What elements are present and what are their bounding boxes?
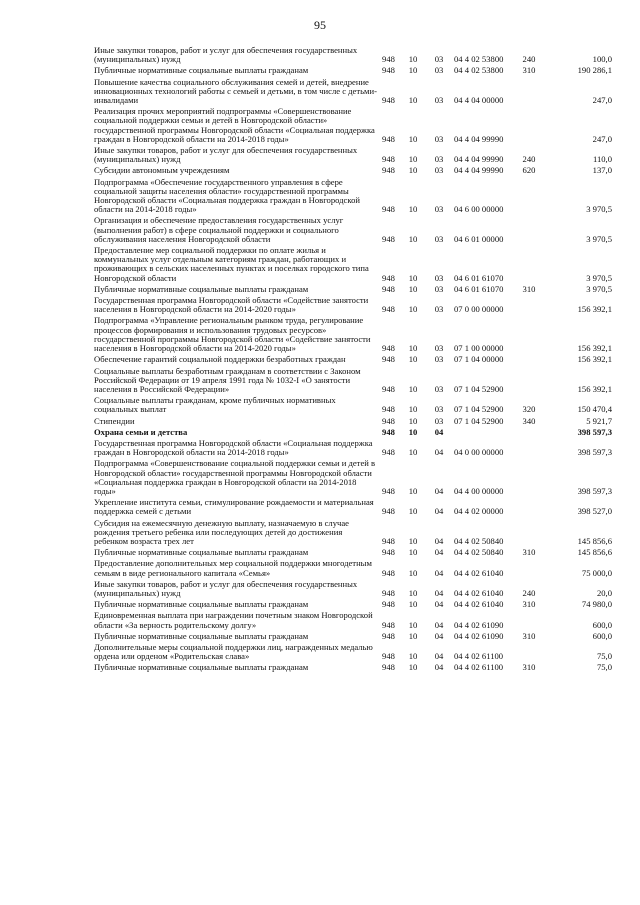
expense-type-code bbox=[517, 459, 541, 498]
ministry-code: 948 bbox=[382, 447, 395, 458]
row-name: Субсидия на ежемесячную денежную выплату, назначаемую в случае рождения третьего ребенка или последующих детей до достижения ребенком возраста трех лет bbox=[94, 517, 349, 546]
table-row bbox=[94, 78, 612, 108]
table-row bbox=[94, 355, 612, 366]
target-article-code: 04 4 04 99990 bbox=[454, 133, 504, 144]
subsection-code: 03 bbox=[434, 283, 444, 294]
target-article-code: 04 4 00 00000 bbox=[454, 485, 504, 496]
ministry-code: 948 bbox=[382, 662, 395, 673]
expense-type-code: 240 bbox=[522, 54, 536, 65]
table-row bbox=[94, 246, 612, 285]
target-article-code: 04 4 02 61100 bbox=[454, 651, 504, 662]
row-name: Публичные нормативные социальные выплаты гражданам bbox=[94, 65, 309, 76]
amount: 145 856,6 bbox=[577, 535, 612, 546]
row-name: Публичные нормативные социальные выплаты гражданам bbox=[94, 599, 309, 610]
subsection-code: 04 bbox=[434, 567, 444, 578]
row-name: Предоставление дополнительных мер социальной поддержки многодетным семьям в виде регионального капитала «Семья» bbox=[94, 558, 372, 578]
ministry-code: 948 bbox=[382, 204, 395, 215]
ministry-code: 948 bbox=[382, 65, 395, 76]
row-name: Организация и обеспечение предоставления государственных услуг (выполнения работ) в сфере социальной поддержки и социального обслуживания населения Новгородской области bbox=[94, 215, 344, 244]
table-row bbox=[94, 663, 612, 674]
subsection-code: 04 bbox=[434, 651, 444, 662]
ministry-code: 948 bbox=[382, 506, 395, 517]
ministry-code: 948 bbox=[382, 404, 395, 415]
amount: 156 392,1 bbox=[577, 383, 612, 394]
subsection-code: 03 bbox=[434, 354, 444, 365]
section-code: 10 bbox=[408, 204, 418, 215]
amount: 190 286,1 bbox=[577, 65, 612, 76]
table-row bbox=[94, 178, 612, 217]
section-code: 10 bbox=[408, 283, 418, 294]
subsection-code: 03 bbox=[434, 404, 444, 415]
row-name: Иные закупки товаров, работ и услуг для обеспечения государственных (муниципальных) нужд bbox=[94, 145, 358, 165]
row-name: Подпрограмма «Обеспечение государственного управления в сфере социальной защиты населения области» государственной программы Новгородской области «Социальная поддержка граждан в Новгородской области на 2014-2018 годы» bbox=[94, 176, 360, 215]
amount: 398 527,0 bbox=[577, 506, 612, 517]
section-code: 10 bbox=[408, 272, 418, 283]
section-code: 10 bbox=[408, 415, 418, 426]
row-name: Государственная программа Новгородской области «Социальная поддержка граждан в Новгородской области на 2014-2018 годы» bbox=[94, 437, 373, 458]
amount: 3 970,5 bbox=[586, 204, 612, 215]
section-code: 10 bbox=[408, 354, 418, 365]
target-article-code: 07 1 04 00000 bbox=[454, 354, 504, 365]
target-article-code: 07 1 04 52900 bbox=[454, 383, 504, 394]
section-code: 10 bbox=[408, 587, 418, 598]
expense-type-code bbox=[517, 355, 541, 366]
subsection-code: 04 bbox=[434, 506, 444, 517]
row-name: Публичные нормативные социальные выплаты гражданам bbox=[94, 630, 309, 641]
subsection-code: 03 bbox=[434, 415, 444, 426]
row-name: Публичные нормативные социальные выплаты гражданам bbox=[94, 662, 309, 673]
section-code: 10 bbox=[408, 383, 418, 394]
target-article-code: 04 4 02 61040 bbox=[454, 567, 504, 578]
expense-type-code: 310 bbox=[522, 547, 536, 558]
ministry-code: 948 bbox=[382, 233, 395, 244]
ministry-code: 948 bbox=[382, 343, 395, 354]
subsection-code: 03 bbox=[434, 304, 444, 315]
ministry-code: 948 bbox=[382, 133, 395, 144]
table-row bbox=[94, 396, 612, 416]
target-article-code: 04 4 02 61090 bbox=[454, 630, 504, 641]
budget-table bbox=[94, 46, 612, 675]
row-name: Дополнительные меры социальной поддержки лиц, награжденных медалью ордена или орденом «Родительская слава» bbox=[94, 641, 373, 662]
row-name: Иные закупки товаров, работ и услуг для обеспечения государственных (муниципальных) нужд bbox=[94, 578, 358, 598]
target-article-code: 04 4 02 61040 bbox=[454, 587, 504, 598]
expense-type-code bbox=[517, 439, 541, 459]
subsection-code: 03 bbox=[434, 54, 444, 65]
table-row bbox=[94, 146, 612, 166]
expense-type-code bbox=[517, 316, 541, 355]
ministry-code: 948 bbox=[382, 619, 395, 630]
subsection-code: 04 bbox=[434, 535, 444, 546]
subsection-code: 04 bbox=[434, 587, 444, 598]
subsection-code: 04 bbox=[434, 485, 444, 496]
ministry-code: 948 bbox=[382, 304, 395, 315]
subsection-code: 04 bbox=[434, 547, 444, 558]
row-name: Государственная программа Новгородской области «Содействие занятости населения в Новгородской области на 2014-2020 годы» bbox=[94, 295, 369, 315]
section-code: 10 bbox=[408, 165, 418, 176]
amount: 247,0 bbox=[592, 95, 612, 106]
target-article-code: 04 4 02 50840 bbox=[454, 547, 504, 558]
amount: 75,0 bbox=[596, 651, 612, 662]
row-name: Субсидии автономным учреждениям bbox=[94, 165, 230, 176]
target-article-code: 04 4 02 61090 bbox=[454, 619, 504, 630]
section-code: 10 bbox=[408, 233, 418, 244]
section-code: 10 bbox=[408, 535, 418, 546]
section-code: 10 bbox=[408, 485, 418, 496]
expense-type-code bbox=[517, 246, 541, 285]
ministry-code: 948 bbox=[382, 547, 395, 558]
ministry-code: 948 bbox=[382, 567, 395, 578]
ministry-code: 948 bbox=[382, 587, 395, 598]
expense-type-code: 310 bbox=[522, 65, 536, 76]
subsection-code: 04 bbox=[434, 662, 444, 673]
subsection-code: 03 bbox=[434, 165, 444, 176]
page-number: 95 bbox=[314, 18, 326, 32]
amount: 20,0 bbox=[596, 587, 612, 598]
table-row bbox=[94, 611, 612, 631]
expense-type-code bbox=[517, 559, 541, 579]
section-code: 10 bbox=[408, 599, 418, 610]
amount: 110,0 bbox=[592, 154, 612, 165]
ministry-code: 948 bbox=[382, 383, 395, 394]
table-row bbox=[94, 296, 612, 316]
amount: 3 970,5 bbox=[586, 233, 612, 244]
expense-type-code bbox=[517, 296, 541, 316]
table-row bbox=[94, 367, 612, 397]
expense-type-code bbox=[517, 643, 541, 663]
row-name: Социальные выплаты безработным гражданам в соответствии с Законом Российской Федерации от 19 апреля 1991 года № 1032-I «О занятости населения в Российской Федерации» bbox=[94, 365, 361, 394]
expense-type-code bbox=[517, 498, 541, 518]
ministry-code: 948 bbox=[382, 354, 395, 365]
amount: 398 597,3 bbox=[577, 447, 612, 458]
table-row bbox=[94, 498, 612, 518]
subsection-code: 03 bbox=[434, 95, 444, 106]
target-article-code: 04 6 01 00000 bbox=[454, 233, 504, 244]
row-name: Подпрограмма «Совершенствование социальной поддержки семьи и детей в Новгородской области» государственной программы Новгородской области «Социальная поддержка граждан в Новгородской области на 2014-2018 годы» bbox=[94, 458, 376, 496]
row-name: Подпрограмма «Управление региональным рынком труда, регулирование процессов формирования и использования трудовых ресурсов» государственной программы Новгородской области «Содействие занятости населения в Новгородской области на 2014-2020 годы» bbox=[94, 315, 371, 354]
table-row bbox=[94, 166, 612, 177]
expense-type-code: 310 bbox=[522, 630, 536, 641]
target-article-code: 04 0 00 00000 bbox=[454, 447, 504, 458]
expense-type-code bbox=[517, 78, 541, 108]
subsection-code: 03 bbox=[434, 383, 444, 394]
section-code: 10 bbox=[408, 404, 418, 415]
subsection-code: 04 bbox=[434, 426, 444, 437]
table-row bbox=[94, 46, 612, 66]
amount: 398 597,3 bbox=[577, 426, 612, 437]
subsection-code: 03 bbox=[434, 272, 444, 283]
table-row bbox=[94, 580, 612, 600]
row-name: Реализация прочих мероприятий подпрограммы «Совершенствование социальной поддержки семьи и детей в Новгородской области» государственной программы Новгородской области «Социальная поддержка граждан в Новгородской области на 2014-2018 годы» bbox=[94, 106, 375, 144]
target-article-code: 04 6 00 00000 bbox=[454, 204, 504, 215]
amount: 398 597,3 bbox=[577, 485, 612, 496]
row-name: Социальные выплаты гражданам, кроме публичных нормативных социальных выплат bbox=[94, 395, 336, 415]
expense-type-code bbox=[517, 178, 541, 217]
section-code: 10 bbox=[408, 619, 418, 630]
table-row bbox=[94, 107, 612, 146]
subsection-code: 03 bbox=[434, 65, 444, 76]
amount: 247,0 bbox=[592, 133, 612, 144]
amount: 156 392,1 bbox=[577, 343, 612, 354]
section-code: 10 bbox=[408, 95, 418, 106]
ministry-code: 948 bbox=[382, 154, 395, 165]
table-row bbox=[94, 66, 612, 77]
section-code: 10 bbox=[408, 547, 418, 558]
target-article-code: 04 4 02 53800 bbox=[454, 65, 504, 76]
target-article-code: 07 1 04 52900 bbox=[454, 415, 504, 426]
section-code: 10 bbox=[408, 630, 418, 641]
table-row bbox=[94, 439, 612, 459]
row-name: Публичные нормативные социальные выплаты гражданам bbox=[94, 547, 309, 558]
target-article-code: 07 1 00 00000 bbox=[454, 343, 504, 354]
budget-table-body bbox=[94, 46, 612, 675]
expense-type-code bbox=[517, 428, 541, 439]
table-row bbox=[94, 216, 612, 246]
subsection-code: 04 bbox=[434, 447, 444, 458]
target-article-code: 07 1 04 52900 bbox=[454, 404, 504, 415]
section-code: 10 bbox=[408, 304, 418, 315]
row-name: Повышение качества социального обслуживания семей и детей, внедрение инновационных технологий работы с семьей и детьми, в том числе с детьми-инвалидами bbox=[94, 76, 377, 106]
amount: 145 856,6 bbox=[577, 547, 612, 558]
target-article-code: 04 4 04 00000 bbox=[454, 95, 504, 106]
ministry-code: 948 bbox=[382, 651, 395, 662]
ministry-code: 948 bbox=[382, 283, 395, 294]
row-name: Обеспечение гарантий социальной поддержки безработных граждан bbox=[94, 354, 346, 365]
ministry-code: 948 bbox=[382, 599, 395, 610]
section-code: 10 bbox=[408, 651, 418, 662]
section-code: 10 bbox=[408, 662, 418, 673]
target-article-code: 04 4 02 61100 bbox=[454, 662, 504, 673]
ministry-code: 948 bbox=[382, 95, 395, 106]
ministry-code: 948 bbox=[382, 54, 395, 65]
subsection-code: 03 bbox=[434, 204, 444, 215]
amount: 156 392,1 bbox=[577, 354, 612, 365]
section-code: 10 bbox=[408, 506, 418, 517]
subsection-code: 03 bbox=[434, 233, 444, 244]
amount: 75 000,0 bbox=[581, 567, 612, 578]
amount: 3 970,5 bbox=[586, 272, 612, 283]
table-row bbox=[94, 459, 612, 498]
expense-type-code: 310 bbox=[522, 283, 536, 294]
table-row bbox=[94, 316, 612, 355]
amount: 5 921,7 bbox=[586, 415, 612, 426]
amount: 137,0 bbox=[592, 165, 612, 176]
table-row bbox=[94, 559, 612, 579]
ministry-code: 948 bbox=[382, 415, 395, 426]
target-article-code: 07 0 00 00000 bbox=[454, 304, 504, 315]
ministry-code: 948 bbox=[382, 485, 395, 496]
expense-type-code: 310 bbox=[522, 599, 536, 610]
amount: 3 970,5 bbox=[586, 283, 612, 294]
subsection-code: 04 bbox=[434, 630, 444, 641]
subsection-code: 03 bbox=[434, 154, 444, 165]
expense-type-code: 340 bbox=[522, 415, 536, 426]
row-name: Стипендии bbox=[94, 415, 135, 426]
ministry-code: 948 bbox=[382, 272, 395, 283]
target-article-code: 04 4 04 99990 bbox=[454, 154, 504, 165]
amount: 156 392,1 bbox=[577, 304, 612, 315]
amount: 100,0 bbox=[592, 54, 612, 65]
subsection-code: 03 bbox=[434, 343, 444, 354]
expense-type-code bbox=[517, 107, 541, 146]
amount: 75,0 bbox=[596, 662, 612, 673]
row-name: Укрепление института семьи, стимулирование рождаемости и материальная поддержка семей с детьми bbox=[94, 497, 374, 517]
subsection-code: 04 bbox=[434, 619, 444, 630]
section-code: 10 bbox=[408, 567, 418, 578]
ministry-code: 948 bbox=[382, 535, 395, 546]
expense-type-code: 320 bbox=[522, 404, 536, 415]
target-article-code: 04 4 02 00000 bbox=[454, 506, 504, 517]
table-row bbox=[94, 519, 612, 549]
expense-type-code bbox=[517, 611, 541, 631]
target-article-code: 04 4 02 61040 bbox=[454, 599, 504, 610]
row-name: Иные закупки товаров, работ и услуг для обеспечения государственных (муниципальных) нужд bbox=[94, 45, 358, 65]
row-name: Публичные нормативные социальные выплаты гражданам bbox=[94, 283, 309, 294]
expense-type-code: 310 bbox=[522, 662, 536, 673]
amount: 74 980,0 bbox=[581, 599, 612, 610]
expense-type-code bbox=[517, 216, 541, 246]
subsection-code: 03 bbox=[434, 133, 444, 144]
target-article-code: 04 6 01 61070 bbox=[454, 272, 504, 283]
expense-type-code: 620 bbox=[522, 165, 536, 176]
section-code: 10 bbox=[408, 154, 418, 165]
amount: 150 470,4 bbox=[577, 404, 612, 415]
expense-type-code: 240 bbox=[522, 154, 536, 165]
ministry-code: 948 bbox=[382, 630, 395, 641]
expense-type-code bbox=[517, 367, 541, 397]
target-article-code: 04 4 02 50840 bbox=[454, 535, 504, 546]
subsection-code: 04 bbox=[434, 599, 444, 610]
expense-type-code: 240 bbox=[522, 587, 536, 598]
section-code: 10 bbox=[408, 426, 418, 437]
section-code: 10 bbox=[408, 65, 418, 76]
amount: 600,0 bbox=[592, 619, 612, 630]
section-code: 10 bbox=[408, 447, 418, 458]
table-row bbox=[94, 643, 612, 663]
target-article-code bbox=[452, 428, 517, 439]
section-code: 10 bbox=[408, 133, 418, 144]
target-article-code: 04 6 01 61070 bbox=[454, 283, 504, 294]
amount: 600,0 bbox=[592, 630, 612, 641]
row-name: Единовременная выплата при награждении почетным знаком Новгородской области «За верность родительскому долгу» bbox=[94, 610, 373, 630]
row-name: Охрана семьи и детства bbox=[94, 426, 188, 437]
target-article-code: 04 4 02 53800 bbox=[454, 54, 504, 65]
target-article-code: 04 4 04 99990 bbox=[454, 165, 504, 176]
ministry-code: 948 bbox=[382, 426, 395, 437]
ministry-code: 948 bbox=[382, 165, 395, 176]
expense-type-code bbox=[517, 519, 541, 549]
row-name: Предоставление мер социальной поддержки по оплате жилья и коммунальных услуг отдельным категориям граждан, работающих и проживающих в сельских населенных пунктах и поселках городского типа Новгородской области bbox=[94, 245, 369, 283]
section-code: 10 bbox=[408, 343, 418, 354]
section-code: 10 bbox=[408, 54, 418, 65]
